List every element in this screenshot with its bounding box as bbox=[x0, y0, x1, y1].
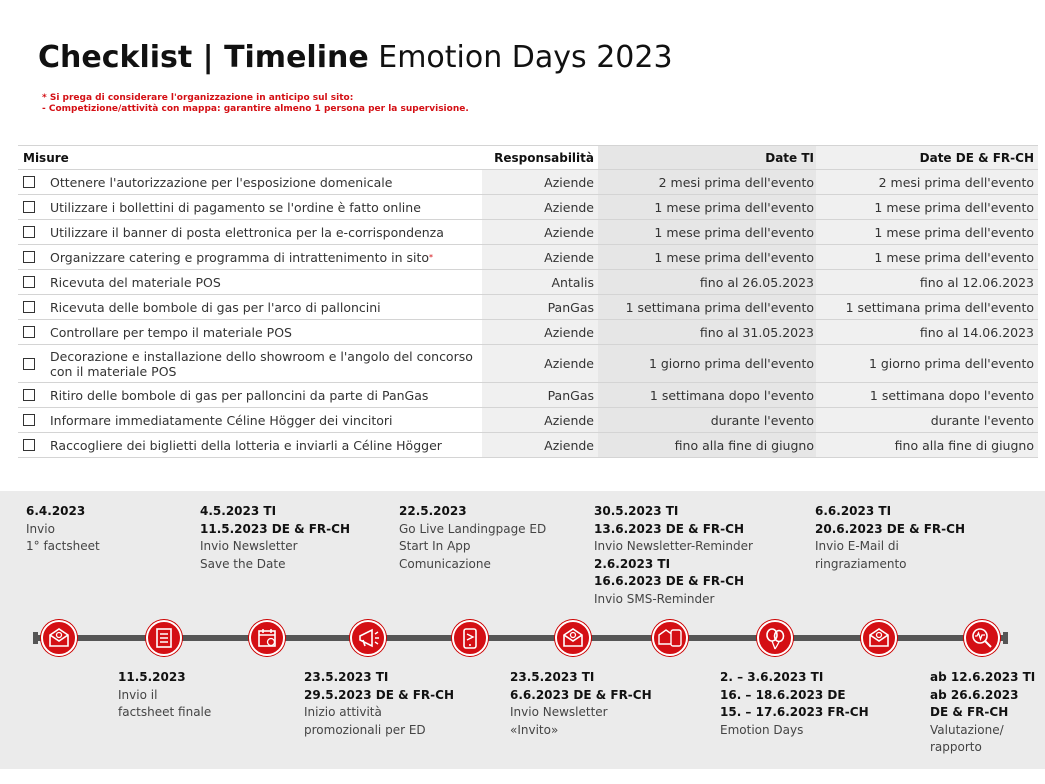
event-text: «Invito» bbox=[510, 722, 559, 737]
measure-cell bbox=[18, 170, 482, 194]
checkbox[interactable] bbox=[23, 276, 35, 288]
responsibility-cell: Aziende bbox=[482, 345, 598, 382]
timeline-band bbox=[0, 491, 1045, 769]
measure-cell bbox=[18, 345, 482, 382]
date-ti-cell: 1 settimana prima dell'evento bbox=[598, 295, 816, 319]
calendar-icon bbox=[249, 620, 285, 656]
event-date: 23.5.2023 TI bbox=[304, 670, 389, 684]
date-de-fr-cell: 2 mesi prima dell'evento bbox=[816, 170, 1038, 194]
date-de-fr-cell: fino al 12.06.2023 bbox=[816, 270, 1038, 294]
email-mobile-icon bbox=[652, 620, 688, 656]
date-ti-cell: fino alla fine di giugno bbox=[598, 433, 816, 457]
event-date: 2. – 3.6.2023 TI bbox=[720, 670, 824, 684]
timeline-event bbox=[26, 503, 100, 556]
date-ti-cell: 1 settimana dopo l'evento bbox=[598, 383, 816, 407]
list-icon bbox=[146, 620, 182, 656]
megaphone-icon bbox=[350, 620, 386, 656]
event-text: Invio Newsletter bbox=[510, 705, 608, 719]
date-ti-cell: 1 mese prima dell'evento bbox=[598, 195, 816, 219]
measure-cell bbox=[18, 383, 482, 407]
timeline-event bbox=[304, 669, 454, 739]
checklist-table bbox=[18, 145, 1038, 458]
event-text: Invio Newsletter bbox=[200, 539, 298, 553]
event-date: 6.4.2023 bbox=[26, 504, 86, 518]
header-measures: Misure bbox=[18, 146, 482, 169]
checkbox[interactable] bbox=[23, 251, 35, 263]
title-bold: Checklist | Timeline bbox=[38, 40, 369, 75]
responsibility-cell: Aziende bbox=[482, 220, 598, 244]
event-text: Invio il bbox=[118, 687, 158, 702]
checkbox[interactable] bbox=[23, 414, 35, 426]
responsibility-cell: Aziende bbox=[482, 245, 598, 269]
measure-text: Controllare per tempo il materiale POS bbox=[50, 324, 292, 340]
measure-text: Decorazione e installazione dello showroom e l'angolo del concorso con il materiale POS bbox=[50, 348, 473, 379]
date-de-fr-cell: fino alla fine di giugno bbox=[816, 433, 1038, 457]
table-row bbox=[18, 320, 1038, 345]
table-row bbox=[18, 345, 1038, 383]
date-ti-cell: fino al 26.05.2023 bbox=[598, 270, 816, 294]
event-date: 16. – 18.6.2023 DE bbox=[720, 687, 846, 702]
measure-cell bbox=[18, 270, 482, 294]
title-light: Emotion Days 2023 bbox=[378, 40, 673, 75]
event-text: rapporto bbox=[930, 740, 982, 754]
asterisk-mark: * bbox=[429, 252, 434, 262]
measure-cell bbox=[18, 245, 482, 269]
checkbox[interactable] bbox=[23, 326, 35, 338]
date-ti-cell: 1 mese prima dell'evento bbox=[598, 220, 816, 244]
checkbox[interactable] bbox=[23, 389, 35, 401]
checkbox[interactable] bbox=[23, 301, 35, 313]
table-row bbox=[18, 170, 1038, 195]
date-de-fr-cell: 1 mese prima dell'evento bbox=[816, 245, 1038, 269]
measure-cell bbox=[18, 408, 482, 432]
date-de-fr-cell: fino al 14.06.2023 bbox=[816, 320, 1038, 344]
event-text: Invio bbox=[26, 521, 55, 536]
checkbox[interactable] bbox=[23, 201, 35, 213]
measure-text: Ritiro delle bombole di gas per palloncini da parte di PanGas bbox=[50, 387, 429, 403]
timeline-cap-right bbox=[1003, 632, 1008, 644]
timeline-event bbox=[930, 669, 1035, 757]
timeline-event bbox=[118, 669, 211, 722]
timeline-event bbox=[510, 669, 652, 739]
event-date: 30.5.2023 TI bbox=[594, 504, 679, 518]
responsibility-cell: Aziende bbox=[482, 433, 598, 457]
table-row bbox=[18, 220, 1038, 245]
measure-text: Organizzare catering e programma di intrattenimento in sito bbox=[50, 249, 430, 265]
event-date: 20.6.2023 DE & FR-CH bbox=[815, 521, 965, 536]
event-date: 29.5.2023 DE & FR-CH bbox=[304, 687, 454, 702]
responsibility-cell: Aziende bbox=[482, 408, 598, 432]
email-icon bbox=[555, 620, 591, 656]
event-text: factsheet finale bbox=[118, 705, 212, 719]
event-text: ringraziamento bbox=[815, 556, 907, 571]
event-text: Valutazione/ bbox=[930, 722, 1004, 737]
date-de-fr-cell: durante l'evento bbox=[816, 408, 1038, 432]
timeline-event bbox=[399, 503, 546, 573]
checkbox[interactable] bbox=[23, 176, 35, 188]
checkbox[interactable] bbox=[23, 226, 35, 238]
event-date: 6.6.2023 DE & FR-CH bbox=[510, 687, 652, 702]
date-ti-cell: durante l'evento bbox=[598, 408, 816, 432]
responsibility-cell: Aziende bbox=[482, 320, 598, 344]
analytics-icon bbox=[964, 620, 1000, 656]
header-dates-ti: Date TI bbox=[598, 146, 816, 169]
mobile-icon bbox=[452, 620, 488, 656]
event-text: Emotion Days bbox=[720, 722, 804, 737]
timeline-cap-left bbox=[33, 632, 38, 644]
event-text: Invio Newsletter-Reminder bbox=[594, 539, 753, 553]
balloons-icon bbox=[757, 620, 793, 656]
responsibility-cell: Aziende bbox=[482, 195, 598, 219]
event-text: Invio E-Mail di bbox=[815, 539, 899, 553]
notes bbox=[42, 93, 469, 115]
page-title bbox=[38, 38, 673, 78]
table-row bbox=[18, 195, 1038, 220]
table-row bbox=[18, 383, 1038, 408]
date-ti-cell: 1 mese prima dell'evento bbox=[598, 245, 816, 269]
date-de-fr-cell: 1 settimana prima dell'evento bbox=[816, 295, 1038, 319]
measure-text: Utilizzare i bollettini di pagamento se l'ordine è fatto online bbox=[50, 199, 421, 215]
event-text: 1° factsheet bbox=[26, 539, 100, 553]
table-row bbox=[18, 245, 1038, 270]
event-date: 2.6.2023 TI bbox=[594, 556, 671, 571]
date-de-fr-cell: 1 mese prima dell'evento bbox=[816, 220, 1038, 244]
timeline-event bbox=[720, 669, 869, 739]
email-icon bbox=[861, 620, 897, 656]
event-text: promozionali per ED bbox=[304, 722, 426, 737]
event-text: Go Live Landingpage ED bbox=[399, 521, 547, 536]
timeline-event bbox=[815, 503, 965, 573]
table-row bbox=[18, 295, 1038, 320]
table-row bbox=[18, 270, 1038, 295]
responsibility-cell: PanGas bbox=[482, 383, 598, 407]
event-text: Comunicazione bbox=[399, 556, 491, 571]
event-date: 6.6.2023 TI bbox=[815, 504, 892, 518]
date-de-fr-cell: 1 settimana dopo l'evento bbox=[816, 383, 1038, 407]
event-date: 23.5.2023 TI bbox=[510, 670, 595, 684]
table-header bbox=[18, 145, 1038, 170]
date-de-fr-cell: 1 giorno prima dell'evento bbox=[816, 345, 1038, 382]
event-date: 11.5.2023 DE & FR-CH bbox=[200, 521, 350, 536]
responsibility-cell: PanGas bbox=[482, 295, 598, 319]
date-ti-cell: 2 mesi prima dell'evento bbox=[598, 170, 816, 194]
measure-text: Ricevuta delle bombole di gas per l'arco di palloncini bbox=[50, 299, 381, 315]
checkbox[interactable] bbox=[23, 358, 35, 370]
measure-text: Informare immediatamente Céline Högger dei vincitori bbox=[50, 412, 393, 428]
event-text: Start In App bbox=[399, 539, 471, 553]
event-text: Invio SMS-Reminder bbox=[594, 591, 715, 606]
note-1: * Si prega di considerare l'organizzazione in anticipo sul sito: bbox=[42, 93, 354, 103]
event-date: 13.6.2023 DE & FR-CH bbox=[594, 521, 744, 536]
timeline-event bbox=[594, 503, 753, 608]
event-date: ab 12.6.2023 TI bbox=[930, 670, 1036, 684]
measure-cell bbox=[18, 433, 482, 457]
event-date: 16.6.2023 DE & FR-CH bbox=[594, 574, 744, 588]
measure-text: Ottenere l'autorizzazione per l'esposizione domenicale bbox=[50, 174, 393, 190]
header-dates-de-fr: Date DE & FR-CH bbox=[816, 146, 1038, 169]
event-date: 11.5.2023 bbox=[118, 670, 186, 684]
event-date: 4.5.2023 TI bbox=[200, 504, 277, 518]
checkbox[interactable] bbox=[23, 439, 35, 451]
measure-text: Raccogliere dei biglietti della lotteria e inviarli a Céline Högger bbox=[50, 437, 442, 453]
event-text: Inizio attività bbox=[304, 705, 382, 719]
measure-text: Utilizzare il banner di posta elettronica per la e-corrispondenza bbox=[50, 224, 444, 240]
table-row bbox=[18, 433, 1038, 458]
note-2: - Competizione/attività con mappa: garantire almeno 1 persona per la supervisione. bbox=[42, 104, 469, 114]
event-date: ab 26.6.2023 bbox=[930, 687, 1019, 702]
email-icon bbox=[41, 620, 77, 656]
event-date: DE & FR-CH bbox=[930, 705, 1009, 719]
date-de-fr-cell: 1 mese prima dell'evento bbox=[816, 195, 1038, 219]
table-row bbox=[18, 408, 1038, 433]
header-responsibility: Responsabilità bbox=[482, 146, 598, 169]
responsibility-cell: Antalis bbox=[482, 270, 598, 294]
date-ti-cell: fino al 31.05.2023 bbox=[598, 320, 816, 344]
event-date: 22.5.2023 bbox=[399, 504, 467, 518]
measure-cell bbox=[18, 220, 482, 244]
measure-cell bbox=[18, 320, 482, 344]
measure-cell bbox=[18, 195, 482, 219]
measure-cell bbox=[18, 295, 482, 319]
measure-text: Ricevuta del materiale POS bbox=[50, 274, 221, 290]
timeline-event bbox=[200, 503, 350, 573]
date-ti-cell: 1 giorno prima dell'evento bbox=[598, 345, 816, 382]
event-date: 15. – 17.6.2023 FR-CH bbox=[720, 705, 869, 719]
event-text: Save the Date bbox=[200, 556, 286, 571]
responsibility-cell: Aziende bbox=[482, 170, 598, 194]
